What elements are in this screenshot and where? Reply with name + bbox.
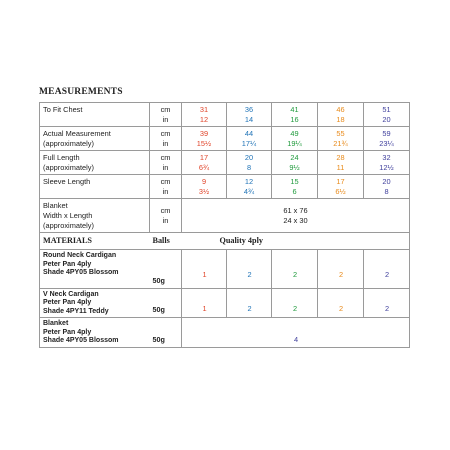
- material-name: Round Neck Cardigan Peter Pan 4ply Shade 4PY05 Blossom: [40, 250, 150, 289]
- measurements-table: [39, 102, 410, 348]
- chest-size-1: 31 12: [182, 103, 227, 127]
- sleeve-size-3: 15 6: [272, 175, 318, 199]
- actual-size-2: 44 17¼: [227, 127, 272, 151]
- qty-size-4: 2: [318, 288, 364, 318]
- qty-size-5: 2: [364, 250, 410, 289]
- chest-size-4: 46 18: [318, 103, 364, 127]
- label-actual: Actual Measurement (approximately): [40, 127, 150, 151]
- qty-size-2: 2: [227, 288, 272, 318]
- row-blanket: [40, 199, 410, 233]
- row-chest: [40, 103, 410, 127]
- material-balls: 50g: [150, 318, 182, 348]
- row-actual: [40, 127, 410, 151]
- sleeve-size-5: 20 8: [364, 175, 410, 199]
- material-row-round-neck: [40, 250, 410, 289]
- material-name: V Neck Cardigan Peter Pan 4ply Shade 4PY11 Teddy: [40, 288, 150, 318]
- row-length: [40, 151, 410, 175]
- material-balls: 50g: [150, 250, 182, 289]
- unit-chest: cm in: [150, 103, 182, 127]
- chest-size-3: 41 16: [272, 103, 318, 127]
- label-length: Full Length (approximately): [40, 151, 150, 175]
- sleeve-size-2: 12 4¾: [227, 175, 272, 199]
- label-sleeve: Sleeve Length: [40, 175, 150, 199]
- length-size-2: 20 8: [227, 151, 272, 175]
- length-size-1: 17 6¾: [182, 151, 227, 175]
- actual-size-5: 59 23¼: [364, 127, 410, 151]
- unit-length: cm in: [150, 151, 182, 175]
- length-size-5: 32 12½: [364, 151, 410, 175]
- materials-header-row: [40, 233, 410, 250]
- length-size-3: 24 9½: [272, 151, 318, 175]
- sleeve-size-4: 17 6½: [318, 175, 364, 199]
- actual-size-4: 55 21¾: [318, 127, 364, 151]
- measurements-heading: MEASUREMENTS: [39, 87, 123, 97]
- qty-size-3: 2: [272, 288, 318, 318]
- qty-size-1: 1: [182, 250, 227, 289]
- actual-size-1: 39 15½: [182, 127, 227, 151]
- qty-size-2: 2: [227, 250, 272, 289]
- material-row-blanket: [40, 318, 410, 348]
- label-chest: To Fit Chest: [40, 103, 150, 127]
- actual-size-3: 49 19¼: [272, 127, 318, 151]
- material-balls: 50g: [150, 288, 182, 318]
- row-sleeve: [40, 175, 410, 199]
- qty-size-4: 2: [318, 250, 364, 289]
- length-size-4: 28 11: [318, 151, 364, 175]
- material-name: Blanket Peter Pan 4ply Shade 4PY05 Blossom: [40, 318, 150, 348]
- qty-size-3: 2: [272, 250, 318, 289]
- qty-size-1: 1: [182, 288, 227, 318]
- blanket-dimensions: 61 x 76 24 x 30: [182, 199, 410, 233]
- material-row-v-neck: [40, 288, 410, 318]
- unit-actual: cm in: [150, 127, 182, 151]
- chest-size-5: 51 20: [364, 103, 410, 127]
- sleeve-size-1: 9 3½: [182, 175, 227, 199]
- qty-blanket: 4: [182, 318, 410, 348]
- balls-heading: Balls: [150, 233, 182, 250]
- materials-heading: MATERIALS: [40, 233, 150, 250]
- qty-size-5: 2: [364, 288, 410, 318]
- unit-sleeve: cm in: [150, 175, 182, 199]
- quality-heading: Quality 4ply: [182, 233, 410, 250]
- chest-size-2: 36 14: [227, 103, 272, 127]
- unit-blanket: cm in: [150, 199, 182, 233]
- label-blanket: Blanket Width x Length (approximately): [40, 199, 150, 233]
